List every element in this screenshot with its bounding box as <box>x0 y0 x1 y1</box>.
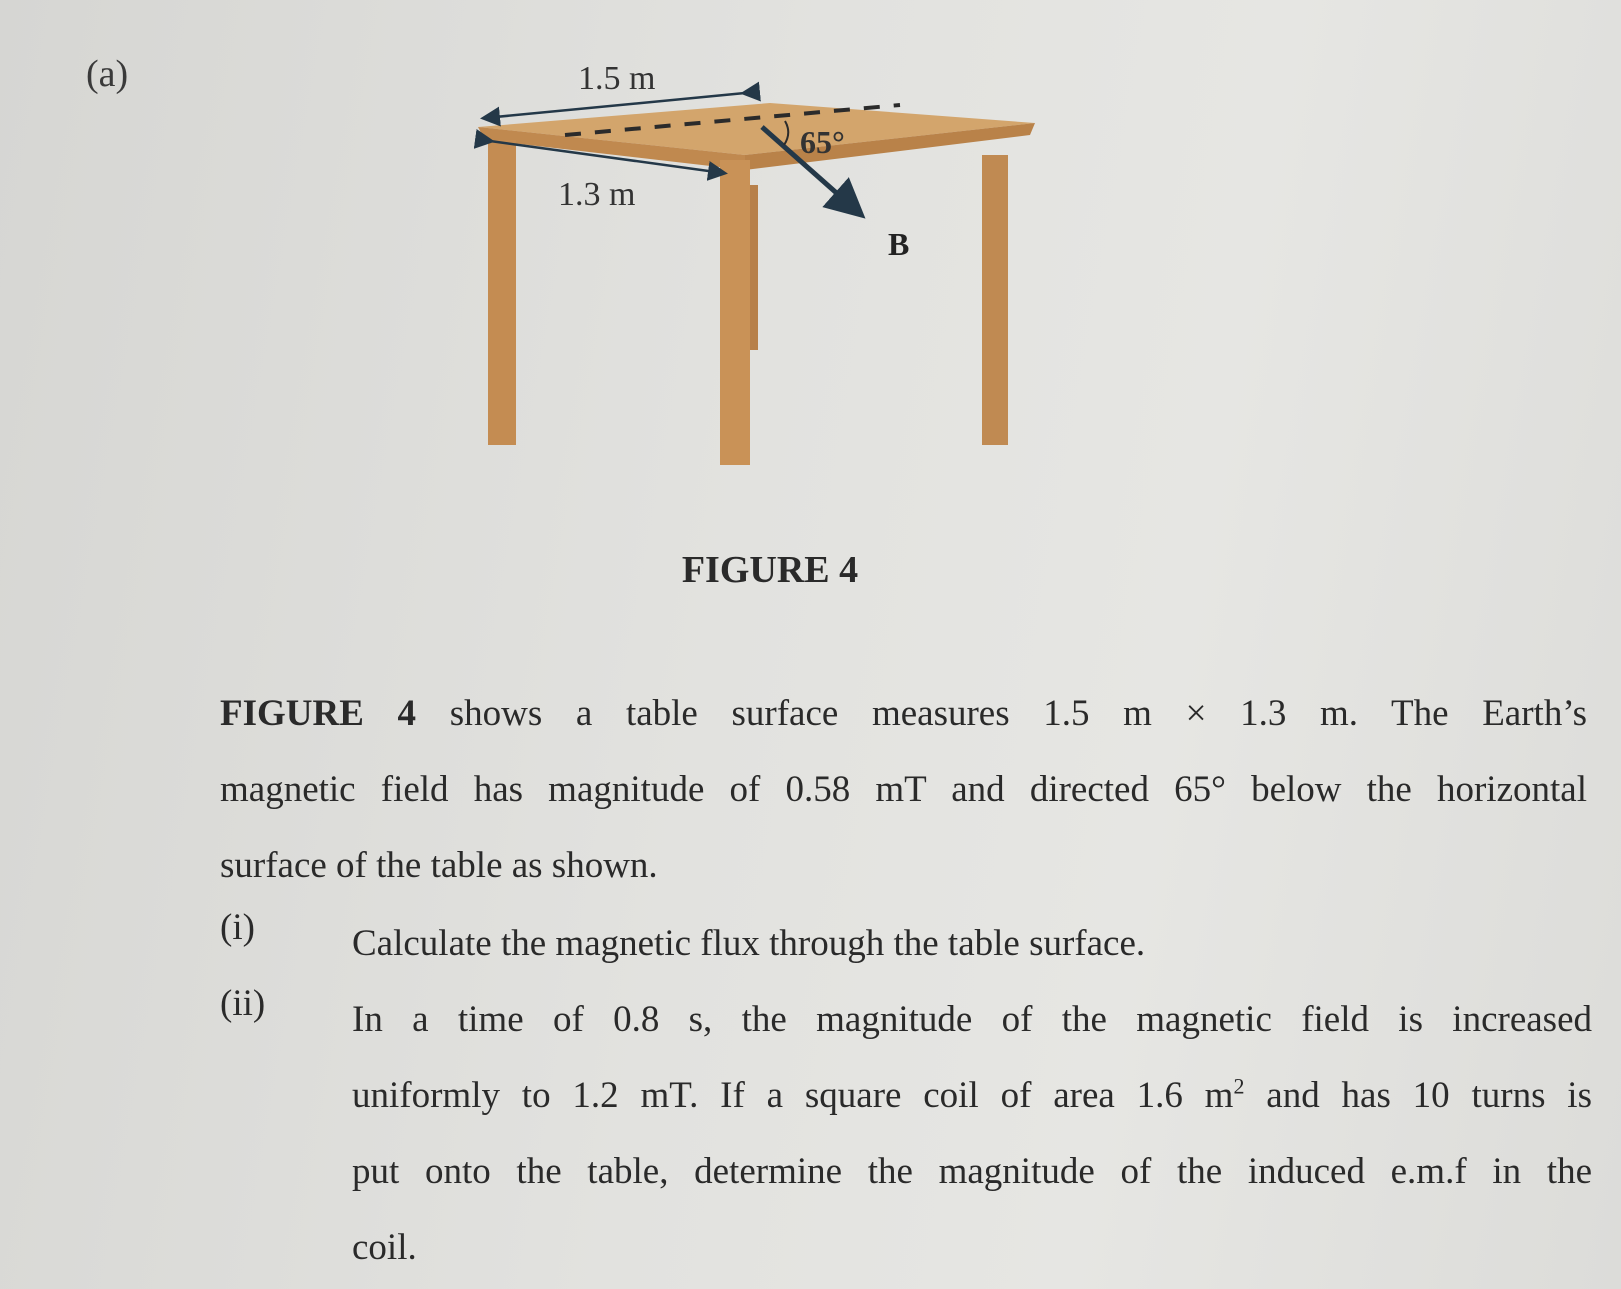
figure-reference: FIGURE 4 <box>220 693 417 734</box>
intro-line: magnetic field has magnitude of 0.58 mT and directed 65° below the horizontal <box>220 769 1587 810</box>
table-leg <box>488 140 516 445</box>
part-i-line: Calculate the magnetic flux through the table surface. <box>352 923 1146 964</box>
part-ii-line: In a time of 0.8 s, the magnitude of the magnetic field is increased <box>352 999 1592 1040</box>
table-figure <box>440 55 1060 465</box>
part-ii-text <box>352 982 1592 1286</box>
question-intro <box>220 676 1587 904</box>
part-ii-line <box>352 1058 1592 1134</box>
part-label: (a) <box>86 53 129 95</box>
field-label: B <box>888 226 910 262</box>
table-leg <box>720 160 750 465</box>
width-label: 1.3 m <box>558 176 636 213</box>
angle-label: 65° <box>800 124 845 160</box>
part-number-i: (i) <box>220 907 255 948</box>
part-ii-text-b: and has 10 turns is <box>1244 1075 1592 1116</box>
part-number-ii: (ii) <box>220 983 266 1024</box>
part-i-text <box>352 906 1592 982</box>
part-ii-text-a: uniformly to 1.2 mT. If a square coil of area 1.6 m <box>352 1075 1234 1116</box>
intro-text: shows a table surface measures 1.5 m × 1.3 m. The Earth’s <box>416 693 1588 734</box>
part-ii-line: put onto the table, determine the magnitude of the induced e.m.f in the <box>352 1151 1592 1192</box>
intro-line: surface of the table as shown. <box>220 845 658 886</box>
length-label: 1.5 m <box>578 60 656 97</box>
part-ii-line: coil. <box>352 1227 417 1268</box>
intro-line <box>220 676 1587 752</box>
table-leg <box>982 155 1008 445</box>
superscript: 2 <box>1233 1073 1245 1099</box>
figure-caption: FIGURE 4 <box>681 549 859 591</box>
